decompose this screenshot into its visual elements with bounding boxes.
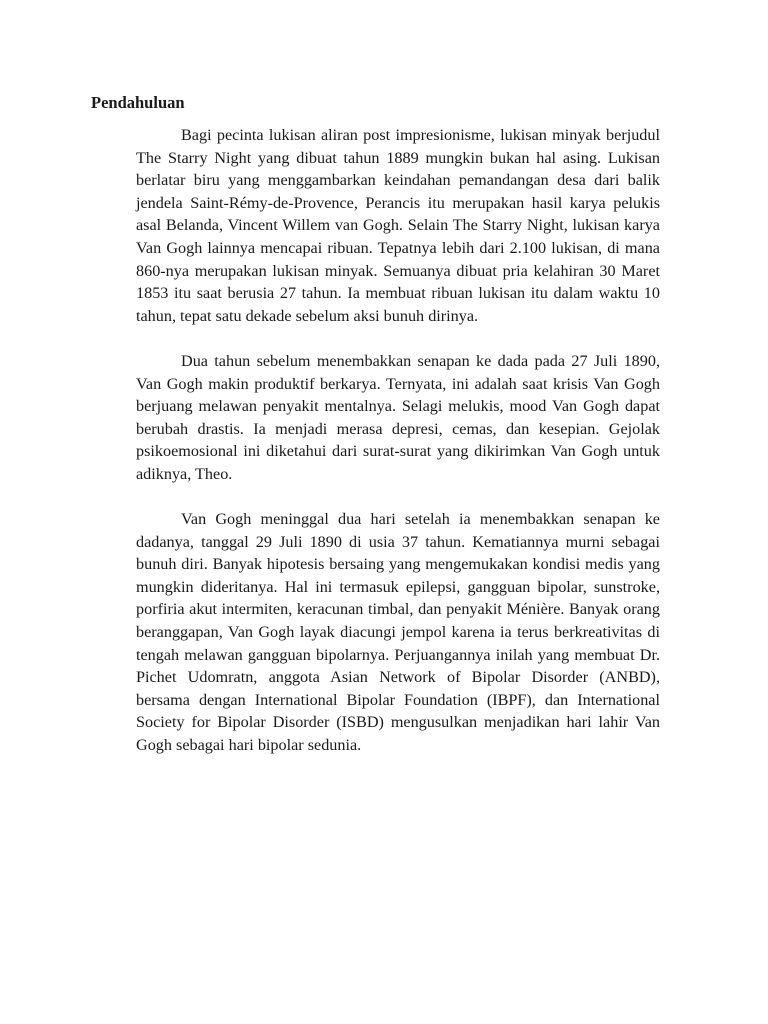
section-heading: Pendahuluan: [91, 93, 185, 112]
body-text: [136, 124, 660, 757]
paragraph-3: Van Gogh meninggal dua hari setelah ia menembakkan senapan ke dadanya, tanggal 29 Juli 1890 di usia 37 tahun. Kematiannya murni sebagai bunuh diri. Banyak hipotesis bersaing yang mengemukakan kondisi medis yang mungkin dideritanya. Hal ini termasuk epilepsi, gangguan bipolar, sunstroke, porfiria akut intermiten, keracunan timbal, dan penyakit Ménière. Banyak orang beranggapan, Van Gogh layak diacungi jempol karena ia terus berkreativitas di tengah melawan gangguan bipolarnya. Perjuangannya inilah yang membuat Dr. Pichet Udomratn, anggota Asian Network of Bipolar Disorder (ANBD), bersama dengan International Bipolar Foundation (IBPF), dan International Society for Bipolar Disorder (ISBD) mengusulkan menjadikan hari lahir Van Gogh sebagai hari bipolar sedunia.: [136, 510, 660, 755]
paragraph-1: Bagi pecinta lukisan aliran post impresionisme, lukisan minyak berjudul The Starry Night yang dibuat tahun 1889 mungkin bukan hal asing. Lukisan berlatar biru yang menggambarkan keindahan pemandangan desa dari balik jendela Saint-Rémy-de-Provence, Perancis itu merupakan hasil karya pelukis asal Belanda, Vincent Willem van Gogh. Selain The Starry Night, lukisan karya Van Gogh lainnya mencapai ribuan. Tepatnya lebih dari 2.100 lukisan, di mana 860-nya merupakan lukisan minyak. Semuanya dibuat pria kelahiran 30 Maret 1853 itu saat berusia 27 tahun. Ia membuat ribuan lukisan itu dalam waktu 10 tahun, tepat satu dekade sebelum aksi bunuh dirinya.: [136, 126, 660, 325]
paragraph-2: Dua tahun sebelum menembakkan senapan ke dada pada 27 Juli 1890, Van Gogh makin produktif berkarya. Ternyata, ini adalah saat krisis Van Gogh berjuang melawan penyakit mentalnya. Selagi melukis, mood Van Gogh dapat berubah drastis. Ia menjadi merasa depresi, cemas, dan kesepian. Gejolak psikoemosional ini diketahui dari surat-surat yang dikirimkan Van Gogh untuk adiknya, Theo.: [136, 351, 660, 483]
